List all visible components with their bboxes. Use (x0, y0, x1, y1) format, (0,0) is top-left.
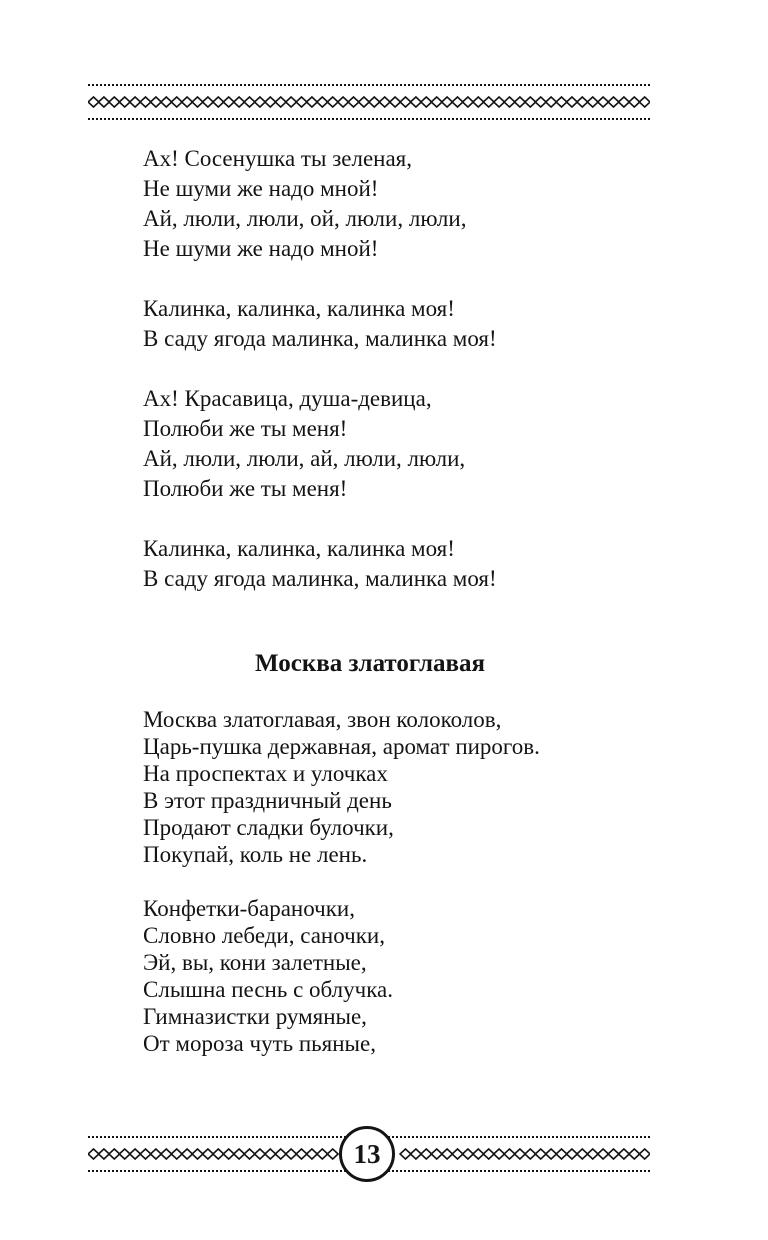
diamond-ornament (255, 97, 266, 107)
lyric-line: В саду ягода малинка, малинка моя! (143, 326, 497, 351)
diamond-ornament (327, 1149, 338, 1159)
diamond-ornament (463, 97, 474, 107)
diamond-ornament (515, 1149, 526, 1159)
lyric-line: Не шуми же надо мной! (143, 176, 379, 201)
diamond-ornament (452, 97, 463, 107)
diamond-ornament (244, 1149, 255, 1159)
diamond-ornament (213, 1149, 224, 1159)
diamond-ornament (619, 97, 630, 107)
diamond-ornament (286, 97, 297, 107)
diamond-ornament (140, 1149, 151, 1159)
diamond-ornament (608, 97, 619, 107)
diamond-ornament (379, 97, 390, 107)
diamond-ornament (546, 97, 557, 107)
lyric-line: Гимназистки румяные, (143, 1004, 367, 1029)
diamond-ornament (109, 97, 120, 107)
diamond-ornament (223, 97, 234, 107)
diamond-ornament (338, 97, 349, 107)
diamond-ornament (639, 1149, 650, 1159)
diamond-ornament (151, 1149, 162, 1159)
lyric-line: Ай, люли, люли, ай, люли, люли, (143, 446, 466, 471)
lyric-line: Москва златоглавая, звон колоколов, (143, 707, 502, 732)
diamond-ornament (171, 97, 182, 107)
stanza-2 (143, 294, 663, 354)
lyric-line: Ах! Сосенушка ты зеленая, (143, 146, 413, 171)
diamond-ornament (598, 97, 609, 107)
diamond-ornament (307, 1149, 318, 1159)
diamond-ornament (119, 97, 130, 107)
diamond-ornament (140, 97, 151, 107)
diamond-ornament (504, 1149, 515, 1159)
diamond-ornament (411, 97, 422, 107)
diamond-ornament (535, 97, 546, 107)
diamond-ornament (296, 1149, 307, 1159)
diamond-ornament (608, 1149, 619, 1159)
diamond-ornament (400, 1149, 411, 1159)
lyric-line: От мороза чуть пьяные, (143, 1031, 376, 1056)
diamond-ornament (130, 1149, 141, 1159)
page-number-badge (339, 1126, 395, 1182)
diamond-ornament (265, 97, 276, 107)
diamond-ornament (629, 1149, 640, 1159)
diamond-ornament (109, 1149, 120, 1159)
diamond-ornament (161, 1149, 172, 1159)
diamond-ornament (442, 1149, 453, 1159)
diamond-ornament (359, 97, 370, 107)
diamond-ornament (421, 97, 432, 107)
diamond-ornament (483, 97, 494, 107)
lyric-line: Покупай, коль не лень. (143, 842, 368, 867)
diamond-ornament (483, 1149, 494, 1159)
diamond-ornament (577, 1149, 588, 1159)
diamond-ornament (119, 1149, 130, 1159)
lyric-line: Царь-пушка державная, аромат пирогов. (143, 734, 540, 759)
stanza-1 (143, 706, 663, 868)
diamond-ornament (473, 97, 484, 107)
diamond-ornament (400, 97, 411, 107)
diamond-ornament (88, 1149, 99, 1159)
diamond-ornament (88, 97, 99, 107)
diamond-ornament (421, 1149, 432, 1159)
lyric-line: Не шуми же надо мной! (143, 236, 379, 261)
diamond-ornament (130, 97, 141, 107)
diamond-ornament (639, 97, 650, 107)
diamond-ornament (171, 1149, 182, 1159)
diamond-ornament (369, 97, 380, 107)
diamond-ornament (473, 1149, 484, 1159)
diamond-ornament (442, 97, 453, 107)
diamond-ornament (535, 1149, 546, 1159)
lyric-line: Словно лебеди, саночки, (143, 923, 385, 948)
lyric-line: Полюби же ты меня! (143, 476, 348, 501)
song-two-lyrics (143, 706, 663, 1084)
diamond-ornament (234, 97, 245, 107)
diamond-ornament (307, 97, 318, 107)
diamond-ornament (275, 1149, 286, 1159)
diamond-ornament (296, 97, 307, 107)
diamond-ornament (192, 1149, 203, 1159)
diamond-ornament (213, 97, 224, 107)
diamond-ornament (504, 97, 515, 107)
stanza-1 (143, 144, 663, 264)
diamond-ornament (286, 1149, 297, 1159)
diamond-ornament (587, 1149, 598, 1159)
diamond-ornament (275, 97, 286, 107)
diamond-ornament (619, 1149, 630, 1159)
diamond-ornament (411, 1149, 422, 1159)
lyric-line: Калинка, калинка, калинка моя! (143, 296, 455, 321)
lyric-line: Эй, вы, кони залетные, (143, 950, 367, 975)
diamond-ornament (151, 97, 162, 107)
diamond-ornament (265, 1149, 276, 1159)
diamond-ornament (567, 97, 578, 107)
diamond-ornament (192, 97, 203, 107)
diamond-ornament (463, 1149, 474, 1159)
diamond-ornament (587, 97, 598, 107)
lyric-line: Ах! Красавица, душа-девица, (143, 386, 432, 411)
diamond-ornament (494, 1149, 505, 1159)
diamond-ornament (203, 97, 214, 107)
diamond-ornament (546, 1149, 557, 1159)
diamond-ornament (494, 97, 505, 107)
diamond-ornament (327, 97, 338, 107)
diamond-ornament (515, 97, 526, 107)
page-number: 13 (353, 1138, 381, 1169)
diamond-ornament (598, 1149, 609, 1159)
diamond-ornament (182, 97, 193, 107)
lyric-line: Калинка, калинка, калинка моя! (143, 536, 455, 561)
diamond-ornament (255, 1149, 266, 1159)
stanza-4 (143, 534, 663, 594)
lyric-line: Полюби же ты меня! (143, 416, 348, 441)
top-ornament-border (88, 82, 650, 122)
lyric-line: Продают сладки булочки, (143, 815, 394, 840)
diamond-ornament (577, 97, 588, 107)
diamond-ornament (629, 97, 640, 107)
diamond-ornament (223, 1149, 234, 1159)
diamond-ornament (525, 97, 536, 107)
diamond-ornament (556, 97, 567, 107)
song-one-lyrics (143, 144, 663, 594)
diamond-ornament (203, 1149, 214, 1159)
diamond-ornament (182, 1149, 193, 1159)
diamond-ornament (161, 97, 172, 107)
lyric-line: В саду ягода малинка, малинка моя! (143, 566, 497, 591)
diamond-ornament (99, 1149, 110, 1159)
diamond-ornament (317, 97, 328, 107)
diamond-ornament (348, 97, 359, 107)
diamond-ornament (556, 1149, 567, 1159)
stanza-3 (143, 384, 663, 504)
diamond-ornament (431, 97, 442, 107)
diamond-ornament (452, 1149, 463, 1159)
lyric-line: Конфетки-бараночки, (143, 896, 355, 921)
lyric-line: На проспектах и улочках (143, 761, 388, 786)
diamond-ornament (431, 1149, 442, 1159)
diamond-ornament (234, 1149, 245, 1159)
diamond-ornament (244, 97, 255, 107)
lyric-line: Слышна песнь с облучка. (143, 977, 394, 1002)
diamond-ornament (525, 1149, 536, 1159)
diamond-ornament (567, 1149, 578, 1159)
lyric-line: Ай, люли, люли, ой, люли, люли, (143, 206, 467, 231)
song-title: Москва златоглавая (254, 650, 486, 677)
diamond-ornament (99, 97, 110, 107)
lyric-line: В этот праздничный день (143, 788, 392, 813)
stanza-2 (143, 895, 663, 1057)
diamond-ornament (390, 97, 401, 107)
diamond-ornament (317, 1149, 328, 1159)
